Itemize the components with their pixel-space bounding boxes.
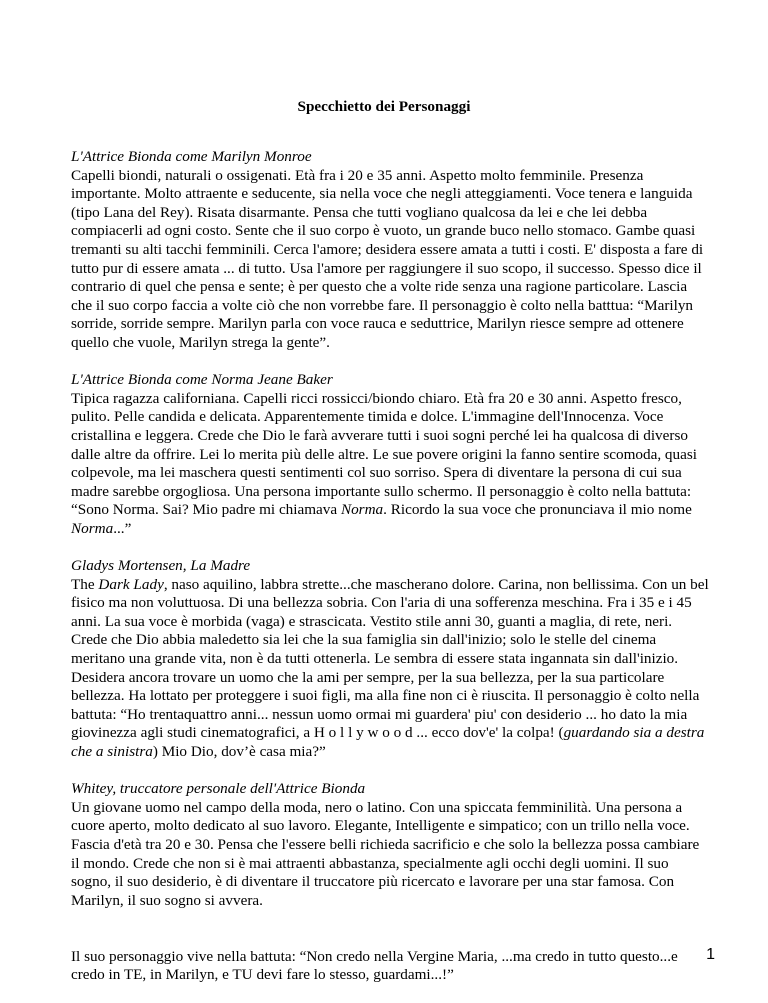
section-gladys: [71, 557, 711, 762]
paragraph-text: Un giovane uomo nel campo della moda, nero o latino. Con una spiccata femminilità. Una persona a cuore aperto, molto dedicato al suo lavoro. Elegante, Intelligente e simpatico; con un trillo nella voce. Fascia d'età tra 20 e 30. Pensa che l'essere belli richieda sacrificio e che solo la bellezza possa cambiare il mondo. Crede che non si è mai attraenti abbastanza, specialmente agli occhi degli uomini. Il suo sogno, il suo desiderio, è di diventare il truccatore più ricercato e lavorare per una star famosa. Con Marilyn, il suo sogno si avvera.: [71, 798, 700, 909]
section-heading: L'Attrice Bionda come Marilyn Monroe: [71, 148, 312, 165]
section-paragraph: [71, 948, 711, 985]
section-paragraph: [71, 576, 711, 762]
paragraph-text: , naso aquilino, labbra strette...che mascherano dolore. Carina, non bellissima. Con un bel fisico ma non voluttuosa. Di una bellezza sobria. Con l'aria di una sofferenza meschina. Fra i 35 e i 45 anni. La sua voce è morbida (vaga) e strascicata. Vestito stile anni 30, guanti a maglia, di rete, neri. Crede che Dio abbia maledetto sia lei che la sua famiglia sin dall'inizio; solo le stelle del cinema meritano una grande vita, non è da tutti ottenerla. Le sembra di essere stata ingannata sin dall'inizio. Desidera ancora trovare un uomo che la ami per sempre, per la sua bellezza, per la sua particolare bellezza. Ha lottato per proteggere i suoi figli, ma alla fine non ci è riuscita. Il personaggio è colto nella battuta: “Ho trentaquattro anni... nessun uomo ormai mi guardera' piu' con desiderio ... ho dato la mia giovinezza agli studi cinematografici, a H o l l y w o o d ... ecco dov'e' la colpa! (: [71, 575, 709, 742]
paragraph-text: The: [71, 575, 99, 593]
document-body: [71, 148, 711, 1003]
paragraph-italic-text: Dark Lady: [98, 575, 164, 593]
section-norma: [71, 371, 711, 538]
page-number: 1: [706, 946, 715, 963]
section-heading: Whitey, truccatore personale dell'Attrice Bionda: [71, 780, 366, 798]
section-whitey: [71, 780, 711, 910]
paragraph-italic-text: Norma: [340, 501, 384, 519]
paragraph-text: ) Mio Dio, dov’è casa mia?”: [152, 743, 326, 760]
paragraph-text: Capelli biondi, naturali o ossigenati. Età fra i 20 e 35 anni. Aspetto molto femminile. Presenza importante. Molto attraente e seducente, sia nella voce che negli atteggiamenti. Voce tenera e languida (tipo Lana del Rey). Risata disarmante. Pensa che tutti vogliano qualcosa da lei e che lei debba compiacerli ad ogni costo. Sente che il suo corpo è vuoto, un grande buco nello stomaco. Gambe quasi tremanti su alti tacchi femminili. Cerca l'amore; desidera essere amata a tutti i costi. E' disposta a fare di tutto pur di essere amata ... di tutto. Usa l'amore per raggiungere il suo scopo, il successo. Spesso dice il contrario di quel che pensa e sente; è per questo che a volte ride senza una ragione particolare. Lascia che il suo corpo faccia a volte ciò che non vorrebbe fare. Il personaggio è colto nella batttua: “Marilyn sorride, sorride sempre. Marilyn parla con voce rauca e seduttrice, Marilyn riesce sempre ad ottenere quello che vuole, Marilyn strega la gente”.: [71, 166, 704, 351]
paragraph-text: ...”: [113, 519, 132, 537]
paragraph-text: Tipica ragazza californiana. Capelli ricci rossicci/biondo chiaro. Età fra 20 e 30 anni. Aspetto fresco, pulito. Pelle candida e delicata. Apparentemente timida e dolce. L'immagine dell'Innocenza. Voce cristallina e leggera. Crede che Dio le farà avverare tutti i suoi sogni perché lei ha qualcosa di diverso dalle altre da offrire. Lei lo merita più delle altre. Le sue povere origini la fanno sentire scomoda, quasi colpevole, ma lei maschera questi sentimenti col suo sorriso. Spera di diventare la persona di cui sua madre sarebbe orgogliosa. Una persona importante sullo schermo. Il personaggio è colto nella battuta: “Sono Norma. Sai? Mio padre mi chiamava: [71, 389, 697, 519]
section-marilyn: [71, 148, 711, 353]
paragraph-italic-text: Norma: [71, 519, 114, 537]
section-paragraph: [71, 167, 711, 353]
paragraph-text: . Ricordo la sua voce che pronunciava il mio nome: [383, 501, 692, 519]
section-paragraph: [71, 799, 711, 911]
section-heading: L'Attrice Bionda come Norma Jeane Baker: [71, 371, 333, 389]
paragraph-italic-text: guardando sia a destra che a sinistra: [71, 724, 705, 760]
section-whitey-line: [71, 948, 711, 985]
section-heading: Gladys Mortensen, La Madre: [71, 557, 251, 575]
section-paragraph: [71, 390, 711, 539]
paragraph-text: Il suo personaggio vive nella battuta: “Non credo nella Vergine Maria, ...ma credo in tutto questo...e credo in TE, in Marilyn, e TU devi fare lo stesso, guardami...!”: [71, 947, 678, 984]
document-title: Specchietto dei Personaggi: [297, 98, 471, 115]
